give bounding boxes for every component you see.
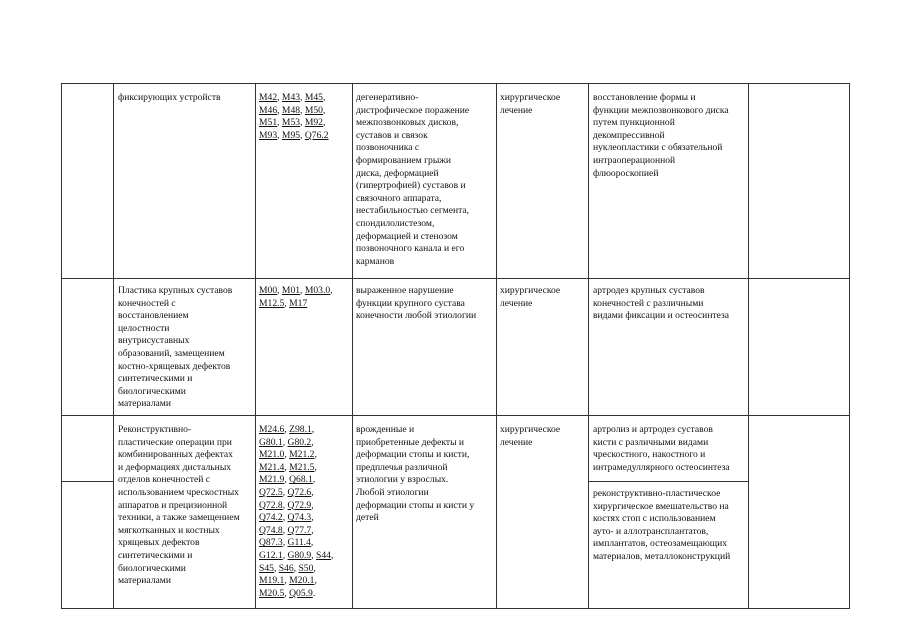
- codes-line: M42, M43, M45,: [259, 92, 326, 103]
- diagnosis-code-link[interactable]: Q72.6: [287, 486, 312, 498]
- diagnosis-code-link[interactable]: M24.6: [259, 424, 285, 435]
- diagnosis-code-link[interactable]: M21.5: [289, 461, 315, 473]
- diagnosis-code-link[interactable]: S46: [278, 562, 294, 574]
- diagnosis-code-link[interactable]: Q87.3: [259, 537, 283, 549]
- diagnosis-code-link[interactable]: M19.1: [259, 575, 285, 587]
- diagnosis-code-link[interactable]: M01: [281, 285, 301, 296]
- diagnosis-code-link[interactable]: M92: [304, 117, 323, 129]
- codes-line: M21.0, M21.2,: [259, 449, 317, 461]
- diagnosis-code-link[interactable]: Z98.1: [289, 424, 312, 435]
- diagnosis-code-link[interactable]: G80.9: [287, 549, 312, 561]
- codes-line: M00, M01, M03.0,: [259, 285, 333, 296]
- codes-line: Q72.8, Q72.9,: [259, 499, 314, 511]
- diagnosis-code-link[interactable]: M12.5: [259, 297, 285, 309]
- diagnosis-code-link[interactable]: S44: [316, 549, 331, 561]
- technology-name: фиксирующих устройств: [118, 92, 221, 103]
- diagnosis-code-link[interactable]: M48: [281, 104, 301, 116]
- treatment-type: хирургическое лечение: [500, 424, 561, 448]
- diagnosis-code-link[interactable]: Q76.2: [304, 129, 329, 141]
- treatment-method: восстановление формы и функции межпозвонкового диска путем пункционной декомпрессивной нуклеопластики с обязательной интраоперационной флюороскопией: [593, 92, 729, 179]
- diagnosis-code-link[interactable]: Q72.9: [287, 499, 312, 511]
- grid-line: [255, 83, 256, 609]
- grid-line: [588, 83, 589, 609]
- codes-line: G80.1, G80.2,: [259, 436, 314, 448]
- diagnosis-code-link[interactable]: Q05.9: [289, 587, 313, 599]
- diagnosis-code-link[interactable]: M21.0: [259, 449, 285, 461]
- diagnosis-code-link[interactable]: S50: [298, 562, 314, 574]
- diagnosis-code-link[interactable]: M50: [304, 104, 323, 116]
- diagnosis-code-link[interactable]: M95: [281, 129, 301, 141]
- grid-line: [496, 83, 497, 609]
- patient-model: врожденные и приобретенные дефекты и деформации стопы и кисти, предплечья различной этиологии у взрослых. Любой этиологии деформации стопы и кисти у детей: [356, 424, 475, 524]
- patient-model: выраженное нарушение функции крупного сустава конечности любой этиологии: [356, 285, 477, 322]
- diagnosis-code-link[interactable]: G80.1: [259, 436, 283, 448]
- grid-line: [61, 83, 62, 609]
- codes-line: M46, M48, M50,: [259, 104, 326, 116]
- diagnosis-code-link[interactable]: M46: [259, 104, 278, 116]
- codes-line: M21.4, M21.5,: [259, 461, 317, 473]
- codes-line: Q74.8, Q77.7,: [259, 524, 314, 536]
- codes-line: G12.1, G80.9, S44,: [259, 549, 334, 561]
- codes-line: M12.5, M17: [259, 297, 308, 309]
- grid-line: [748, 83, 749, 609]
- grid-line: [61, 481, 113, 482]
- diagnosis-code-link[interactable]: M53: [281, 117, 301, 129]
- codes-line: M21.9, Q68.1,: [259, 474, 316, 486]
- diagnosis-code-link[interactable]: M51: [259, 117, 278, 129]
- diagnosis-code-link[interactable]: M43: [281, 92, 301, 103]
- diagnosis-code-link[interactable]: M21.2: [289, 449, 315, 461]
- grid-line: [61, 415, 850, 416]
- diagnosis-code-link[interactable]: Q74.8: [259, 524, 283, 536]
- grid-line: [849, 83, 850, 609]
- diagnosis-code-link[interactable]: M00: [259, 285, 278, 296]
- grid-line: [352, 83, 353, 609]
- codes-line: M20.5, Q05.9.: [259, 587, 316, 599]
- diagnosis-code-link[interactable]: G12.1: [259, 549, 283, 561]
- codes-line: Q87.3, G11.4,: [259, 537, 314, 549]
- treatment-type: хирургическое лечение: [500, 92, 561, 116]
- technology-name: Реконструктивно- пластические операции при комбинированных дефектах и деформациях дистальных отделов конечностей с использованием чрескостных аппаратов и прецизионной техники, а также замещением мягкотканных и костных хрящевых дефектов синтетическими и биологическими материалами: [118, 424, 240, 587]
- diagnosis-code-link[interactable]: G11.4: [287, 537, 311, 549]
- treatment-method: артродез крупных суставов конечностей с различными видами фиксации и остеосинтеза: [593, 285, 730, 322]
- diagnosis-code-link[interactable]: S45: [259, 562, 274, 574]
- grid-line: [61, 83, 850, 84]
- codes-line: M93, M95, Q76.2: [259, 129, 329, 141]
- grid-line: [588, 481, 748, 482]
- diagnosis-codes: [259, 424, 351, 600]
- diagnosis-code-link[interactable]: M03.0: [304, 285, 331, 296]
- treatment-method: артролиз и артродез суставов кисти с различными видами чрескостного, накостного и интрамедуллярного остеосинтеза: [593, 424, 730, 473]
- diagnosis-code-link[interactable]: Q68.1: [289, 474, 313, 486]
- grid-line: [61, 608, 850, 609]
- diagnosis-code-link[interactable]: M17: [289, 297, 308, 309]
- diagnosis-code-link[interactable]: Q74.3: [287, 512, 312, 524]
- diagnosis-code-link[interactable]: M21.9: [259, 474, 285, 486]
- diagnosis-code-link[interactable]: Q77.7: [287, 524, 312, 536]
- treatment-method-alt: реконструктивно-пластическое хирургическое вмешательство на костях стоп с использованием ауто- и аллотрансплантатов, имплантатов, остеозамещающих материалов, металлоконструкций: [593, 488, 731, 562]
- diagnosis-code-link[interactable]: M42: [259, 92, 278, 103]
- diagnosis-code-link[interactable]: M20.5: [259, 587, 285, 599]
- diagnosis-codes: [259, 285, 351, 310]
- treatment-type: хирургическое лечение: [500, 285, 561, 309]
- diagnosis-code-link[interactable]: M45: [304, 92, 323, 103]
- technology-name: Пластика крупных суставов конечностей с восстановлением целостности внутрисуставных образований, замещением костно-хрящевых дефектов синтетическими и биологическими материалами: [118, 285, 233, 410]
- diagnosis-code-link[interactable]: G80.2: [287, 436, 312, 448]
- diagnosis-codes: [259, 92, 351, 142]
- diagnosis-code-link[interactable]: M21.4: [259, 461, 285, 473]
- codes-line: M24.6, Z98.1,: [259, 424, 315, 435]
- codes-line: M51, M53, M92,: [259, 117, 326, 129]
- diagnosis-code-link[interactable]: Q72.5: [259, 486, 283, 498]
- grid-line: [61, 278, 850, 279]
- diagnosis-code-link[interactable]: M20.1: [289, 575, 315, 587]
- codes-line: Q72.5, Q72.6,: [259, 486, 314, 498]
- codes-line: S45, S46, S50,: [259, 562, 316, 574]
- grid-line: [113, 83, 114, 609]
- codes-line: M19.1, M20.1,: [259, 575, 317, 587]
- diagnosis-code-link[interactable]: M93: [259, 129, 278, 141]
- codes-line: Q74.2, Q74.3,: [259, 512, 314, 524]
- patient-model: дегенеративно- дистрофическое поражение межпозвонковых дисков, суставов и связок позвоночника с формированием грыжи диска, деформацией (гипертрофией) суставов и связочного аппарата, нестабильностью сегмента, спондилолистезом, деформацией и стенозом позвоночного канала и его карманов: [356, 92, 470, 267]
- diagnosis-code-link[interactable]: Q74.2: [259, 512, 283, 524]
- diagnosis-code-link[interactable]: Q72.8: [259, 499, 283, 511]
